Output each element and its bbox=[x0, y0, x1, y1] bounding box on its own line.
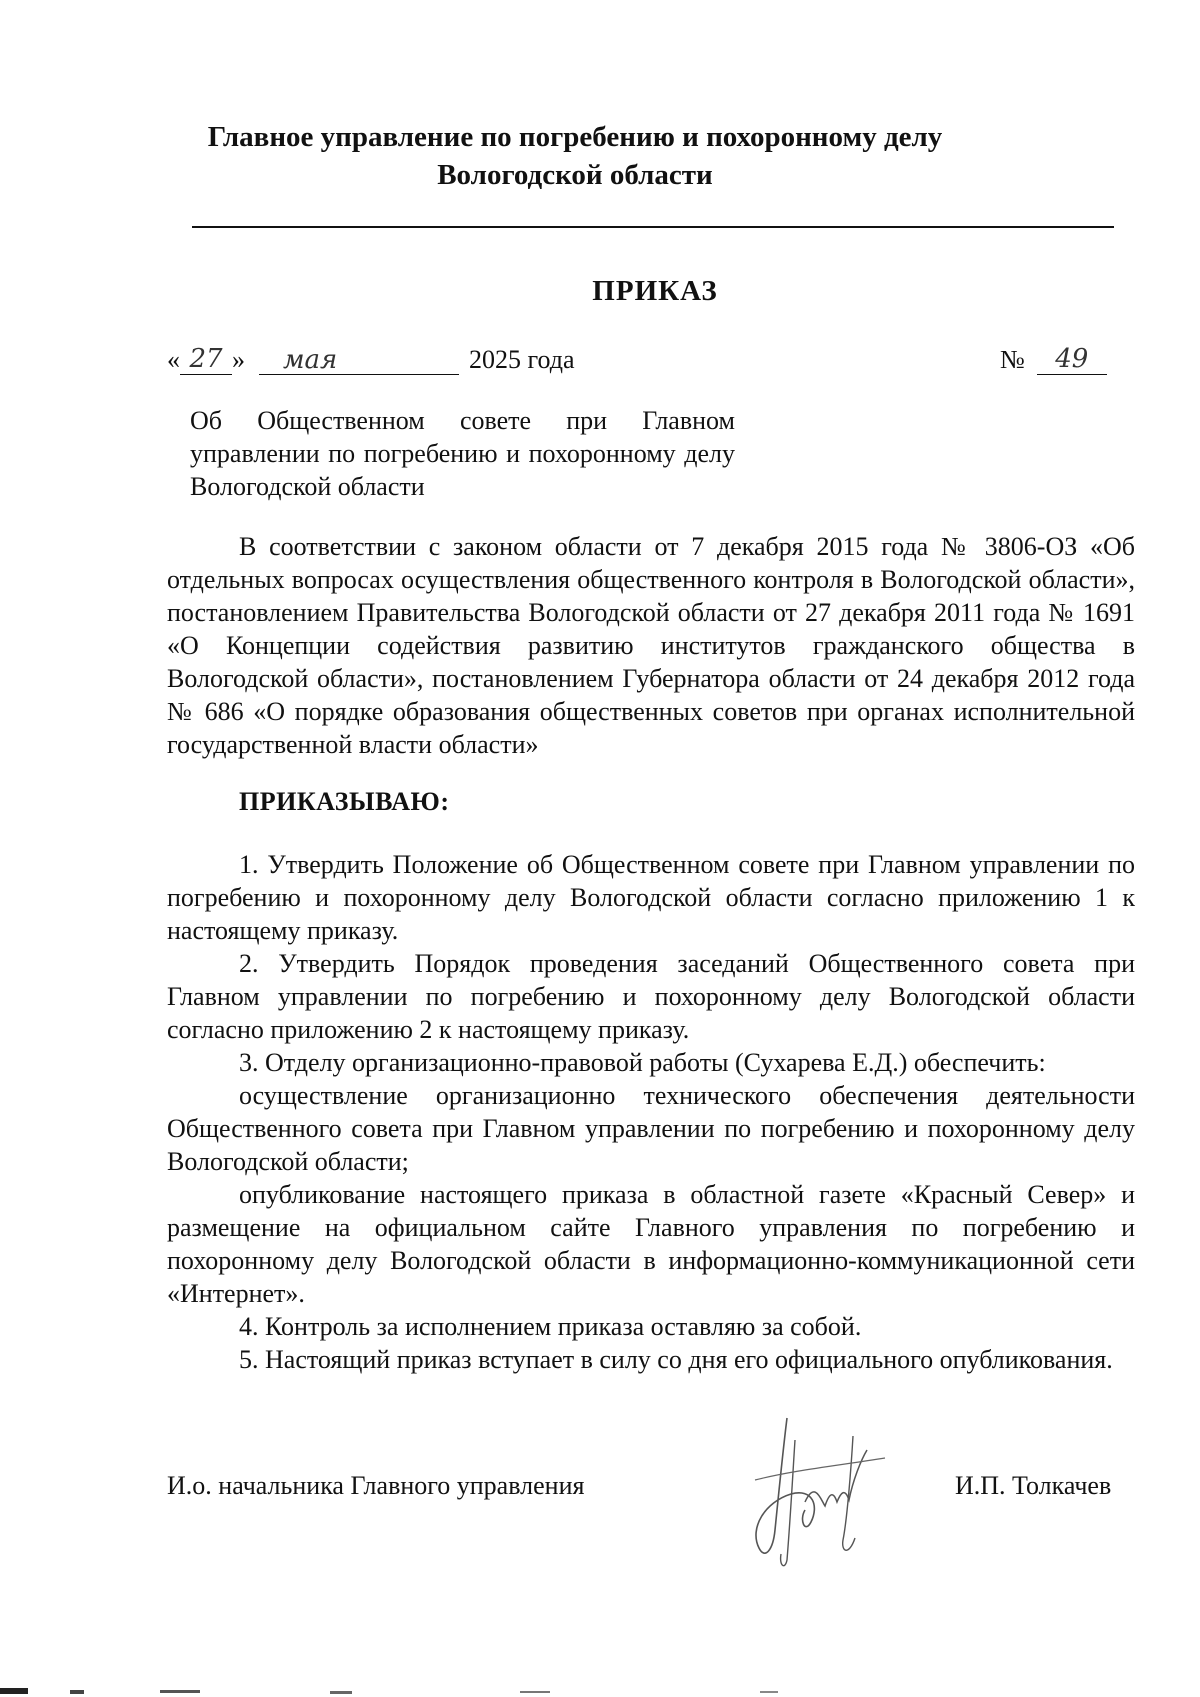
organization-name-line2: Вологодской области bbox=[437, 159, 713, 191]
order-item-2: 2. Утвердить Порядок проведения заседаний Общественного совета при Главном управлении по погребению и похоронному делу Вологодской области согласно приложению 2 к настоящему приказу. bbox=[167, 949, 1135, 1044]
preamble bbox=[167, 530, 1135, 761]
date-open-quote: « bbox=[167, 345, 180, 374]
number-value-handwritten: 49 bbox=[1037, 344, 1107, 375]
signatory-position: И.о. начальника Главного управления bbox=[167, 1471, 585, 1500]
handwritten-signature bbox=[735, 1410, 895, 1570]
order-item-3: 3. Отделу организационно-правовой работы (Сухарева Е.Д.) обеспечить: bbox=[239, 1048, 1046, 1077]
organization-name-line1: Главное управление по погребению и похоронному делу bbox=[207, 121, 943, 153]
date-day-handwritten: 27 bbox=[180, 344, 232, 375]
order-number bbox=[1000, 344, 1107, 375]
number-label: № bbox=[1000, 345, 1025, 374]
order-item-5: 5. Настоящий приказ вступает в силу со дня его официального опубликования. bbox=[239, 1345, 1113, 1374]
header-divider bbox=[192, 226, 1114, 228]
document-type-title: ПРИКАЗ bbox=[592, 275, 718, 307]
order-item-1: 1. Утвердить Положение об Общественном совете при Главном управлении по погребению и похоронному делу Вологодской области согласно приложению 1 к настоящему приказу. bbox=[167, 850, 1135, 945]
date-month-handwritten: мая bbox=[259, 345, 459, 375]
order-item-3-sub-2: опубликование настоящего приказа в областной газете «Красный Север» и размещение на официальном сайте Главного управления по погребению и похоронному делу Вологодской области в информационно-коммуникационной сети «Интернет». bbox=[167, 1180, 1135, 1308]
scan-edge-artifact bbox=[0, 1682, 1200, 1697]
order-subject: Об Общественном совете при Главном управлении по погребению и похоронному делу Вологодской области bbox=[190, 406, 735, 501]
date-year: 2025 года bbox=[469, 345, 575, 374]
order-item-3-sub-1: осуществление организационно технического обеспечения деятельности Общественного совета при Главном управлении по погребению и похоронному делу Вологодской области; bbox=[167, 1081, 1135, 1176]
order-items bbox=[167, 848, 1135, 1376]
preamble-text: В соответствии с законом области от 7 декабря 2015 года № 3806-ОЗ «Об отдельных вопросах осуществления общественного контроля в Вологодской области», постановлением Правительства Вологодской области от 27 декабря 2011 года № 1691 «О Концепции содействия развитию институтов гражданского общества в Вологодской области», постановлением Губернатора области от 24 декабря 2012 года № 686 «О порядке образования общественных советов при органах исполнительной государственной власти области» bbox=[167, 532, 1135, 759]
order-item-4: 4. Контроль за исполнением приказа оставляю за собой. bbox=[239, 1312, 862, 1341]
organization-header bbox=[160, 118, 990, 194]
date-close-quote: » bbox=[232, 345, 245, 374]
order-date bbox=[167, 344, 575, 375]
order-directive-word: ПРИКАЗЫВАЮ: bbox=[239, 787, 450, 816]
signatory-name: И.П. Толкачев bbox=[955, 1471, 1112, 1500]
